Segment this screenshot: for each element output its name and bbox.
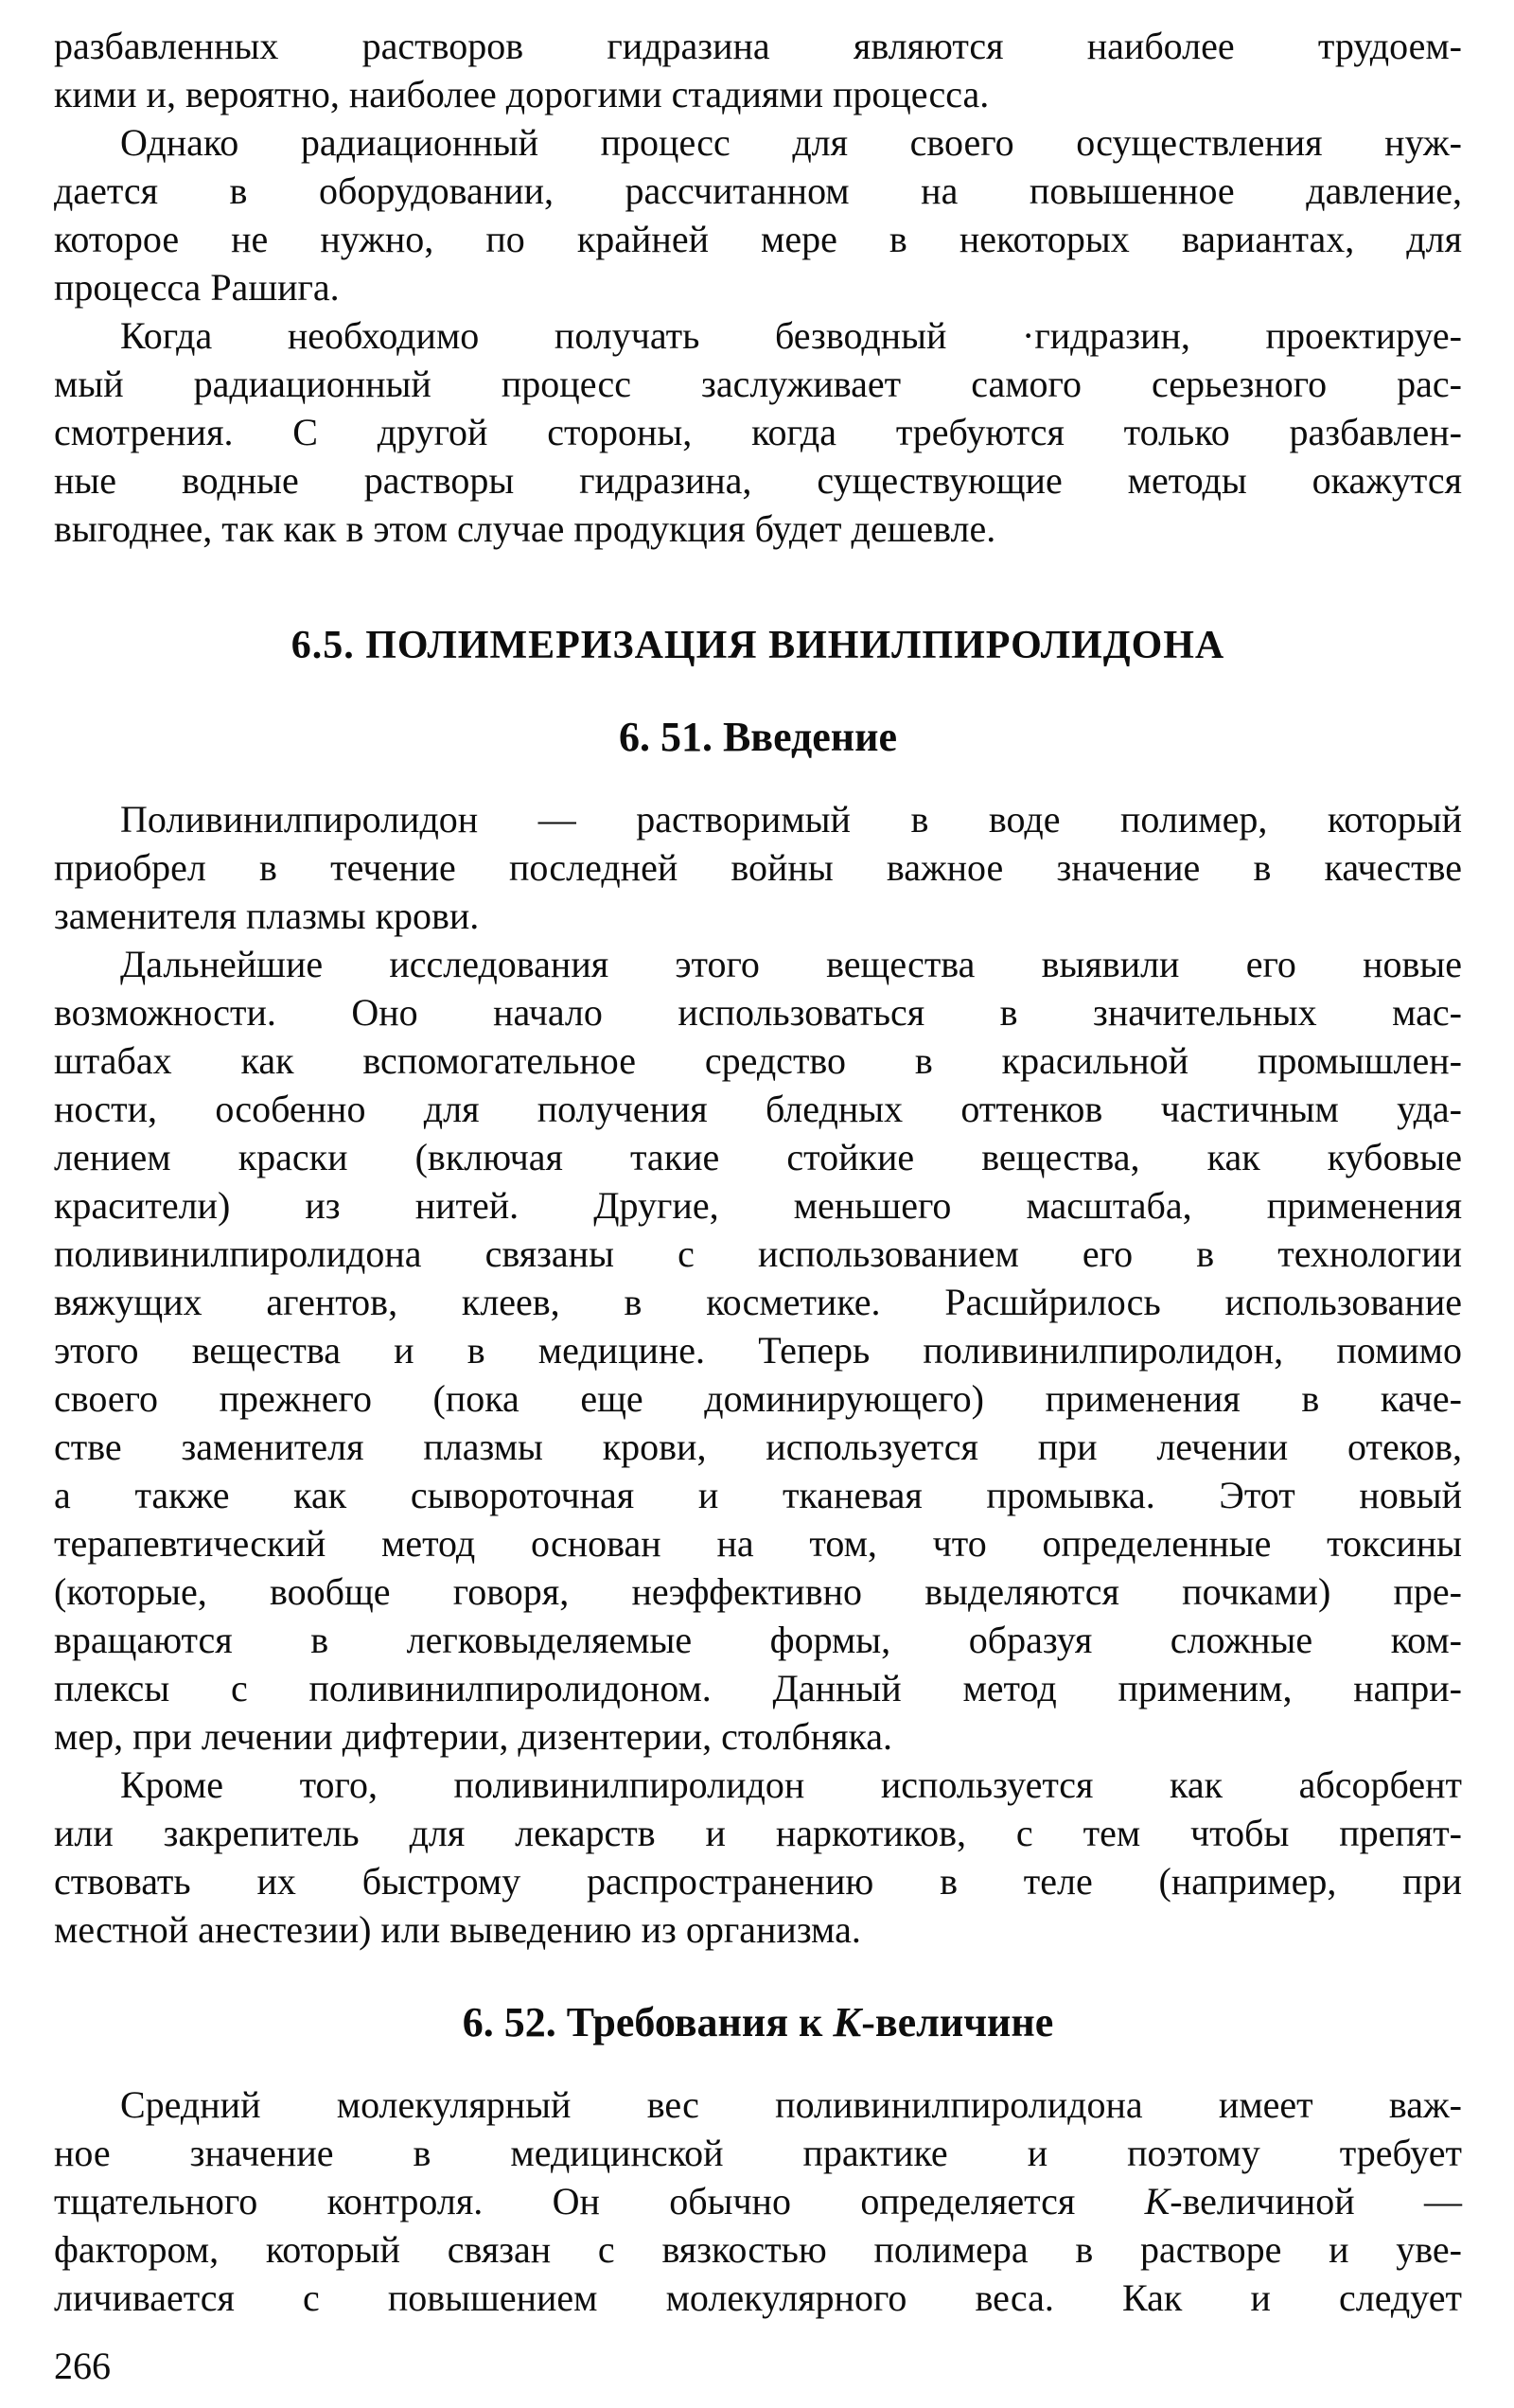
text-line: разбавленных растворов гидразина являются наиболее трудоем- bbox=[54, 25, 1462, 67]
text-line: кими и, вероятно, наиболее дорогими стадиями процесса. bbox=[54, 73, 990, 115]
text-line: мер, при лечении дифтерии, дизентерии, столбняка. bbox=[54, 1715, 893, 1758]
text-line: (которые, вообще говоря, неэффективно выделяются почками) пре- bbox=[54, 1570, 1462, 1613]
text-line: приобрел в течение последней войны важное значение в качестве bbox=[54, 846, 1462, 889]
text-line: Дальнейшие исследования этого вещества выявили его новые bbox=[120, 943, 1462, 985]
text-line: вращаются в легковыделяемые формы, образуя сложные ком- bbox=[54, 1619, 1462, 1661]
text-line: штабах как вспомогательное средство в красильной промышлен- bbox=[54, 1039, 1462, 1082]
text-line: Когда необходимо получать безводный ·гидразин, проектируе- bbox=[120, 314, 1462, 357]
text-line: или закрепитель для лекарств и наркотиков, с тем чтобы препят- bbox=[54, 1812, 1462, 1854]
text-line: процесса Рашига. bbox=[54, 266, 340, 309]
paragraph bbox=[54, 795, 1462, 940]
text-line: а также как сывороточная и тканевая промывка. Этот новый bbox=[54, 1474, 1462, 1516]
text-line: местной анестезии) или выведению из организма. bbox=[54, 1908, 861, 1951]
text-line: смотрения. С другой стороны, когда требуются только разбавлен- bbox=[54, 411, 1462, 453]
paragraph bbox=[54, 940, 1462, 1761]
text-line: тщательного контроля. Он обычно определяется К-величиной — bbox=[54, 2180, 1462, 2222]
text-line: которое не нужно, по крайней мере в некоторых вариантах, для bbox=[54, 218, 1462, 260]
text-line: ствовать их быстрому распространению в теле (например, при bbox=[54, 1860, 1462, 1903]
text-line: фактором, который связан с вязкостью полимера в растворе и уве- bbox=[54, 2228, 1462, 2271]
page-content bbox=[54, 22, 1462, 2322]
paragraph bbox=[54, 1761, 1462, 1954]
text-line: возможности. Оно начало использоваться в значительных мас- bbox=[54, 991, 1462, 1034]
text-line: вяжущих агентов, клеев, в косметике. Расшйрилось использование bbox=[54, 1281, 1462, 1323]
section-heading: 6.5. ПОЛИМЕРИЗАЦИЯ ВИНИЛПИРОЛИДОНА bbox=[290, 624, 1225, 667]
text-line: мый радиационный процесс заслуживает самого серьезного рас- bbox=[54, 363, 1462, 405]
text-line: стве заменителя плазмы крови, используется при лечении отеков, bbox=[54, 1425, 1462, 1468]
text-line: Средний молекулярный вес поливинилпиролидона имеет важ- bbox=[120, 2083, 1462, 2126]
text-line: лением краски (включая такие стойкие вещества, как кубовые bbox=[54, 1136, 1462, 1178]
text-line: плексы с поливинилпиролидоном. Данный метод применим, напри- bbox=[54, 1667, 1462, 1709]
paragraph bbox=[54, 2080, 1462, 2322]
text-line: Кроме того, поливинилпиролидон используется как абсорбент bbox=[120, 1763, 1462, 1806]
text-line: этого вещества и в медицине. Теперь поливинилпиролидон, помимо bbox=[54, 1329, 1462, 1372]
paragraph bbox=[54, 118, 1462, 311]
text-line: заменителя плазмы крови. bbox=[54, 894, 480, 937]
text-line: ное значение в медицинской практике и поэтому требует bbox=[54, 2132, 1462, 2174]
text-line: дается в оборудовании, рассчитанном на повышенное давление, bbox=[54, 169, 1462, 212]
page-number: 266 bbox=[54, 2345, 111, 2387]
text-line: красители) из нитей. Другие, меньшего масштаба, применения bbox=[54, 1184, 1462, 1227]
text-line: Поливинилпиролидон — растворимый в воде полимер, который bbox=[120, 798, 1462, 841]
text-line: поливинилпиролидона связаны с использованием его в технологии bbox=[54, 1232, 1462, 1275]
text-line: Однако радиационный процесс для своего осуществления нуж- bbox=[120, 121, 1462, 164]
paragraph bbox=[54, 311, 1462, 553]
text-line: терапевтический метод основан на том, что определенные токсины bbox=[54, 1522, 1462, 1565]
text-line: личивается с повышением молекулярного веса. Как и следует bbox=[54, 2276, 1462, 2319]
text-line: ные водные растворы гидразина, существующие методы окажутся bbox=[54, 459, 1462, 502]
subsection-heading: 6. 52. Требования к К-величине bbox=[462, 1999, 1054, 2045]
text-line: своего прежнего (пока еще доминирующего) применения в каче- bbox=[54, 1377, 1462, 1420]
text-line: ности, особенно для получения бледных оттенков частичным уда- bbox=[54, 1088, 1462, 1130]
subsection-heading: 6. 51. Введение bbox=[618, 714, 898, 760]
paragraph bbox=[54, 22, 1462, 118]
text-line: выгоднее, так как в этом случае продукция будет дешевле. bbox=[54, 507, 996, 550]
